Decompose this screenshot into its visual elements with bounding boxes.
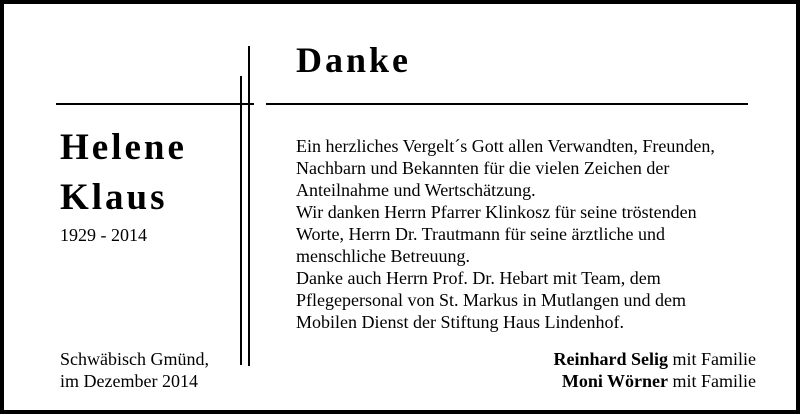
deceased-first-name: Helene [60,127,187,168]
place-line: Schwäbisch Gmünd, [60,349,209,369]
signature-suffix: mit Familie [668,371,756,391]
cross-horizontal-right [266,103,748,105]
cross-vertical-outer [240,76,242,365]
paragraph-line: Worte, Herrn Dr. Trautmann für seine ärztliche und [296,224,665,244]
thanks-paragraph-1 [296,135,766,201]
paragraph-line: Mobilen Dienst der Stiftung Haus Lindenhof. [296,312,624,332]
paragraph-line: Wir danken Herrn Pfarrer Klinkosz für seine tröstenden [296,202,697,222]
deceased-years: 1929 - 2014 [60,225,147,245]
signature-line [524,348,756,370]
paragraph-line: Danke auch Herrn Prof. Dr. Hebart mit Team, dem [296,268,661,288]
cross-horizontal-left [56,103,254,105]
paragraph-line: Anteilnahme und Wertschätzung. [296,180,536,200]
signatures [524,348,756,392]
signature-name: Reinhard Selig [553,349,668,369]
signature-line [524,370,756,392]
paragraph-line: Ein herzliches Vergelt´s Gott allen Verwandten, Freunden, [296,136,715,156]
paragraph-line: Nachbarn und Bekannten für die vielen Zeichen der [296,158,670,178]
place-and-date [60,348,209,392]
cross-vertical-inner [248,46,250,366]
deceased-last-name: Klaus [60,177,168,218]
date-line: im Dezember 2014 [60,371,198,391]
thanks-paragraph-2 [296,201,766,267]
paragraph-line: Pflegepersonal von St. Markus in Mutlangen und dem [296,290,686,310]
notice-heading: Danke [296,40,412,80]
paragraph-line: menschliche Betreuung. [296,246,470,266]
signature-name: Moni Wörner [561,371,668,391]
signature-suffix: mit Familie [668,349,756,369]
thanks-paragraph-3 [296,267,766,333]
